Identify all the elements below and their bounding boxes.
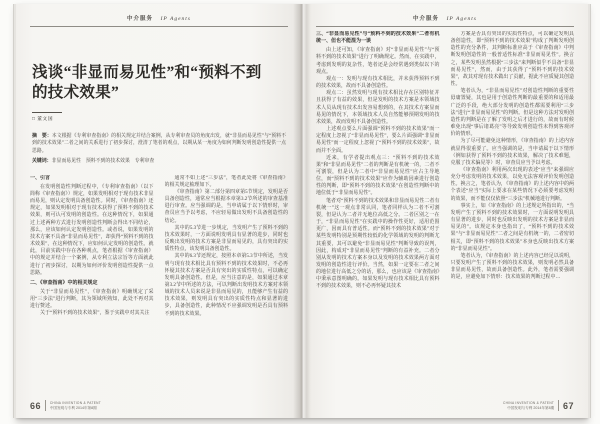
keywords-label: 关键词： (32, 159, 52, 165)
body-paragraph: 关于“预料不到的技术效果”，鉴于实践中对其关注 (40, 311, 150, 317)
left-page-column-1 (30, 175, 154, 361)
left-page-number: 66 (30, 400, 42, 411)
left-page-body (30, 175, 288, 361)
abstract-label: 摘 要： (32, 134, 52, 139)
header-section-cn: 中介服务 (127, 16, 154, 22)
body-paragraph: 关于“非显而易见性”，《审查指南》明确规定了采用“三步法”进行判断，其为领域所熟知，此处不再对其进行赘述。 (30, 289, 154, 310)
header-section-en: IP Agents (446, 16, 477, 22)
section-heading: 一、引言 (30, 175, 51, 181)
body-paragraph: 在发明创造性判断过程中，《专利审查指南》（以下简称《审查指南》）规定，如果发明相对于现有技术非显而易见，则认定发明具备创造性。同时，《审查指南》还规定，如果发明相对于现有技术获得了预料不到的技术效果，则可认可发明的创造性。在这种情况下，如果通过上述两种方式进行发明创造性判断会得出不同结论，那么，应该如何认定发明创造性。或者说，如果发明的技术方案不具备“非显而易见性”，却获得“预料不到的技术效果”，在这种情况下，应如何认定发明的创造性。就此，目前实践中存在各种观点，笔者根据《审查指南》中的规定并结合一个案例，从专利立法宗旨等方面就此进行了初步探讨，以期为如何评价发明创造性提供一点思路。 (30, 184, 154, 276)
author-name: □ 董文国 (32, 117, 53, 122)
article-title: 浅谈“非显而易见性”和“预料不到的技术效果” (32, 64, 262, 101)
right-page-number: 67 (562, 400, 574, 411)
section-heading: 三、“非显而易见性”与“预料不到的技术效果”二者有机统一、但也不能混为一谈 (316, 32, 440, 45)
keywords (32, 158, 286, 165)
body-paragraph: 通常不如上述“三步法”，笔者此处将《审查指南》的相关规定梳理如下。 (164, 175, 288, 188)
right-page-column-2 (451, 31, 575, 383)
footer-divider (558, 400, 559, 411)
body-paragraph: 为了尽可能避免这种情形，《审查指南》的上述内容就显得很重要了。应当强调的是，当申请属于以下情形（例如获得了预料不到的技术效果，解决了技术难题，克服了技术偏见等）时，审查员应当予以考虑。 (450, 139, 574, 166)
body-paragraph: 事实上，如《审查指南》的上述规定所指出的，“当发明产生了预料不到的技术效果时，一方面说明发明具有显著的进步，同时也反映出发明的技术方案是非显而易见的”。该规定本身也指出了，“预料不到的技术效果”与“非显而易见性”二者之间是有机统一的，二者密切相关，即“预料不到的技术效果”本身也反映出技术方案的“非显而易见性”。 (450, 203, 574, 252)
abstract-text: 本文根据《专利审查指南》的相关规定并结合案例，从专利审查员的角度出发，就“非显而易见性”与“预料不到的技术效果”二者之间的关系进行了初步探讨，澄清了笔者的观点，以期从某一角度为如何判断发明创造性提供一点思路。 (32, 134, 286, 154)
body-paragraph: 其中的5.3节进一步规定，当发明产生了预料不到的技术效果时，一方面说明发明具有显著的进步，同时也反映出发明的技术方案是非显而易见的，具有突出的实质性特点，该发明具备创造性。 (164, 225, 288, 253)
left-page (16, 4, 302, 418)
body-paragraph: 上述观点要么片面强调“预料不到的技术效果”而一定程度上忽视了“非显而易见性”，要么片面强调“非显而易见性”而一定程度上忽视了“预料不到的技术效果”，故而并不全面。 (316, 127, 440, 154)
body-paragraph: 《审查指南》利用两次出现的表述“应当”来强调应充分考虑发明的技术效果，以免无法客观评价发明创造性。换言之，笔者认为，《审查指南》的上述内容中的两个表述“应当”实际上要求在某些情况下必须要考虑发明的效果，而不能仅仅依照“三步法”机械地进行判断。 (450, 167, 574, 202)
body-paragraph: 《审查指南》第二部分第四章第5节规定，发明是否具备创造性，通常应当根据本章第3.2节所述的审查基准进行审查。应当强调的是，当申请属于以下情形时，审查员应当予以考虑，不应轻易做出发明不具备创造性的结论。 (164, 189, 288, 224)
journal-name-cn: 中国发明与专利 2014年第8期 (507, 405, 555, 410)
abstract (32, 133, 286, 155)
right-page-footer (503, 400, 574, 411)
keywords-text: 非显而易见性 预料不到的技术效果 专利审查 (51, 159, 155, 165)
author-rule (32, 112, 62, 113)
body-paragraph: 笔者对“预料不到的技术效果和非显而易见性二者有机统一”这一观点非常认同，笔者同样认为二者不可割裂，但是认为二者并无地位高低之分。二者区别之一在于，“非显而易见性”在实践中的操作性更好，适用范围更广，因而具有普适性。而“预料不到的技术效果”对于某些发明特别是预期性较低的化学领域的发明的判断尤其重要，其可以避免“非显而易见性”判断导致的误判，因此，构成对“非显而易见性”判断的有益补充。二者分别从发明的技术方案本身以及发明的技术效果两方面对发明的创造性进行评价。当然，如果一定要在二者之间的地位进行高低之分的话，那么，也应该是《审查指南》中秉承意图明确的。如果发明与现有技术相比具有预料不到的技术效果，则不必再怀疑其技术 (316, 198, 440, 290)
abstract-block (32, 133, 286, 166)
body-paragraph: 观点一：发明与现有技术相比，并未获得预料不到的技术效果，故而不具备创造性。 (316, 76, 440, 90)
body-paragraph: 笔者认为，“非显而易见性”对创造性判断的重要性毋庸置疑，其也是用于创造性判断的最重要的和适用最广泛的手段，绝大部分发明的创造性都需要利用“三步法”进行“非显而易见性”的判断。但是这种方法对发明创造性的判断是在了解了发明之后才进行的，故而有时候难免出现“事后诸葛亮”等导致发明创造性未得到客观评价的情形。 (450, 89, 574, 138)
right-page-header (316, 14, 574, 27)
section-heading: 二、《审查指南》中的相关规定 (30, 280, 98, 286)
body-paragraph: 近来，有学者提出观点三：“预料不到的技术效果”和“非显而易见性”二者的判断是有机统一的，二者不可割裂，但是认为二者中“非显而易见性”应占主导地位，而“预料不到的技术效果”应作为辅助因素进行创造性的判断，即“预料不到的技术效果”在创造性判断中的地位低于“非显而易见性”。 (316, 155, 440, 197)
header-section-cn: 中介服务 (413, 16, 440, 22)
body-paragraph: 方案是否具有突出的实质性特点，可以确定发明具备创造性，即“预料不到的技术效果”构成了判断发明创造性的充分条件，其判断标准应高于《审查指南》中判断发明创造性的一般普适性标准“非显而易见性”。换言之，某些发明虽然根据“三步法”来判断似乎不具备“非显而易见性”，然而，由于其获得了“预料不到的技术效果”，故其对现有技术做出了贡献，据此不应质疑其创造性。 (450, 32, 574, 88)
left-page-column-2 (165, 175, 289, 361)
right-page-column-1 (316, 31, 440, 383)
author-block (32, 112, 92, 122)
journal-name-cn: 中国发明与专利 2014年第8期 (49, 405, 97, 410)
journal-name-en: CHINA INVENTION & PATENT (503, 400, 555, 405)
body-paragraph: 笔者认为，《审查指南》的上述内容已经足以说明，只要发明产生了预料不到的技术效果，则发明必然具备非显而易见性，故而具备创造性。此外，笔者需要强调的是，应避免如下情形：技术效果的判断过程中… (450, 253, 574, 281)
body-paragraph: 由上述可知，《审查指南》对“非显而易见性”与“预料不到的技术效果”进行了明确规定。然而，在实践中，考虑到发明的复杂性，笔者还是会经常遇到类似以下的观点。 (316, 48, 440, 75)
right-page (302, 4, 588, 418)
right-page-body (316, 31, 574, 383)
journal-name (503, 401, 554, 410)
footer-divider (45, 400, 46, 411)
body-paragraph: 其中的6.3节还规定，按照本章第5.3节中所述，当发明与现有技术相比具有预料不到的技术效果时，不必再怀疑其技术方案是否具有突出的实质性特点，可以确定发明具备创造性。但是，应当注意的是，如果通过本章第3.2节中所述的方法，可以判断出发明技术方案对本领域的技术人员来说是非显而易见的，且能够产生有益的技术效果，则发明具有突出的实质性特点和显著的进步，具备创造性，此种情况不应强调发明是否具有预料不到的技术效果。 (164, 254, 288, 317)
magazine-spread (16, 4, 588, 418)
body-paragraph: 观点二：虽然发明与现有技术相比存在区别特征并且获得了有益的效果，但是发明的技术方案是本领域技术人员从现有技术出发容易想到的，在其技术方案显而易见的情况下，本领域技术人员自然能够预期发明的技术效果，故而发明不具备创造性。 (316, 91, 440, 125)
journal-name-en: CHINA INVENTION & PATENT (49, 400, 101, 405)
journal-name (50, 401, 101, 410)
left-page-header (30, 14, 288, 27)
header-section-en: IP Agents (160, 16, 191, 22)
left-page-footer (30, 400, 101, 411)
